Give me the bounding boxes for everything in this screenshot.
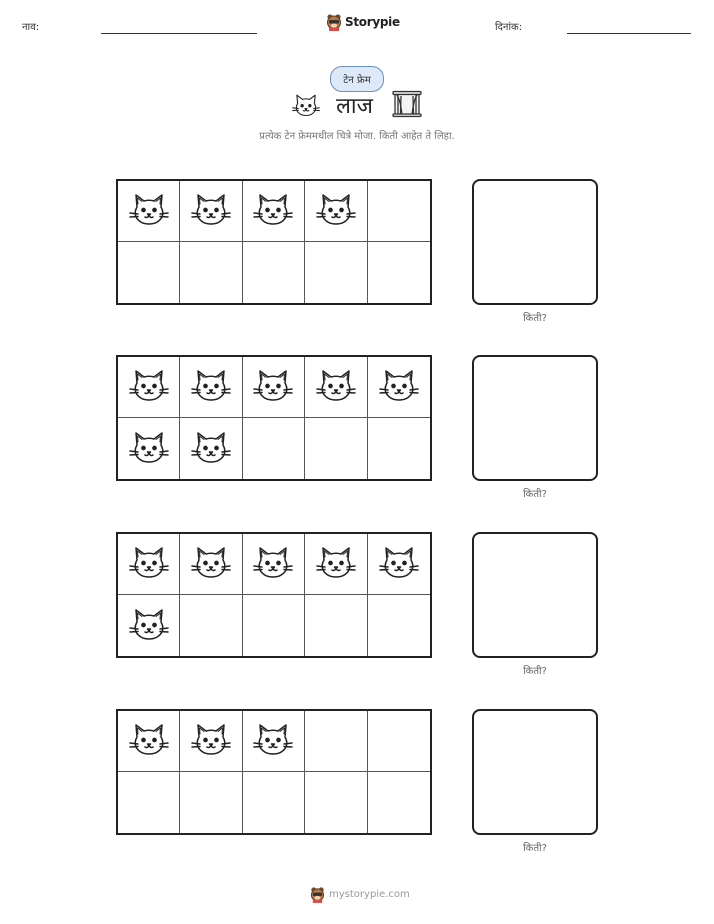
ten-frame-cell xyxy=(243,357,305,418)
cat-face-icon xyxy=(292,93,320,121)
ten-frame-cell xyxy=(180,711,242,772)
ten-frame-cell xyxy=(368,534,430,595)
footer xyxy=(310,886,410,903)
cat-face-icon xyxy=(379,545,419,583)
ten-frame-cell xyxy=(180,534,242,595)
ten-frame-cell xyxy=(305,242,367,303)
ten-frame-cell xyxy=(118,595,180,656)
ten-frame-cell xyxy=(180,242,242,303)
cat-face-icon xyxy=(253,722,293,760)
cat-face-icon xyxy=(191,430,231,468)
answer-label: किती? xyxy=(523,843,547,854)
ten-frame-cell xyxy=(118,534,180,595)
name-line[interactable] xyxy=(101,33,257,34)
ten-frame xyxy=(116,179,432,305)
cat-face-icon xyxy=(253,545,293,583)
answer-label: किती? xyxy=(523,489,547,500)
ten-frame-cell xyxy=(118,711,180,772)
cat-face-icon xyxy=(253,192,293,230)
cat-face-icon xyxy=(191,192,231,230)
answer-box[interactable] xyxy=(472,709,598,835)
brand-name: Storypie xyxy=(345,15,400,29)
ten-frame-cell xyxy=(118,772,180,833)
storypie-logo-icon xyxy=(310,886,325,903)
ten-frame-cell xyxy=(305,711,367,772)
ten-frame-cell xyxy=(118,357,180,418)
ten-frame-cell xyxy=(243,181,305,242)
cat-face-icon xyxy=(191,368,231,406)
ten-frame-cell xyxy=(118,418,180,479)
cat-face-icon xyxy=(253,368,293,406)
ten-frame-cell xyxy=(305,181,367,242)
ten-frame-cell xyxy=(305,357,367,418)
cat-face-icon xyxy=(316,192,356,230)
instructions: प्रत्येक टेन फ्रेममधील चित्रे मोजा. किती आहेत ते लिहा. xyxy=(259,131,455,142)
cat-face-icon xyxy=(129,192,169,230)
ten-frame-cell xyxy=(305,534,367,595)
ten-frame-cell xyxy=(118,181,180,242)
cat-face-icon xyxy=(129,430,169,468)
ten-frame-cell xyxy=(243,595,305,656)
cat-face-icon xyxy=(191,722,231,760)
answer-label: किती? xyxy=(523,666,547,677)
ten-frame-cell xyxy=(368,711,430,772)
cat-face-icon xyxy=(316,368,356,406)
ten-frame-cell xyxy=(368,357,430,418)
storypie-logo-icon xyxy=(326,13,342,31)
ten-frame-cell xyxy=(118,242,180,303)
ten-frame-cell xyxy=(243,711,305,772)
name-label: नाव: xyxy=(22,22,40,33)
ten-frame-cell xyxy=(243,242,305,303)
cat-face-icon xyxy=(379,368,419,406)
ten-frame-cell xyxy=(180,181,242,242)
ten-frame-cell xyxy=(180,357,242,418)
ten-frame-cell xyxy=(305,772,367,833)
worksheet-title: लाज xyxy=(336,94,373,119)
ten-frame-cell xyxy=(180,418,242,479)
cat-face-icon xyxy=(316,545,356,583)
cat-face-icon xyxy=(129,722,169,760)
brand xyxy=(326,13,400,31)
topic-pill-label: टेन फ्रेम xyxy=(343,75,371,86)
cat-face-icon xyxy=(129,607,169,645)
answer-box[interactable] xyxy=(472,532,598,658)
ten-frame-cell xyxy=(305,595,367,656)
ten-frame xyxy=(116,709,432,835)
ten-frame-cell xyxy=(243,418,305,479)
ten-frame-cell xyxy=(243,772,305,833)
ten-frame-cell xyxy=(368,772,430,833)
cat-face-icon xyxy=(129,368,169,406)
answer-box[interactable] xyxy=(472,355,598,481)
ten-frame xyxy=(116,355,432,481)
ten-frame-cell xyxy=(368,418,430,479)
curtain-icon xyxy=(392,90,422,122)
ten-frame-cell xyxy=(305,418,367,479)
answer-label: किती? xyxy=(523,313,547,324)
answer-box[interactable] xyxy=(472,179,598,305)
ten-frame-cell xyxy=(368,181,430,242)
topic-pill xyxy=(330,66,384,92)
date-line[interactable] xyxy=(567,33,691,34)
cat-face-icon xyxy=(191,545,231,583)
ten-frame-cell xyxy=(180,595,242,656)
ten-frame-cell xyxy=(243,534,305,595)
footer-url: mystorypie.com xyxy=(329,889,410,900)
ten-frame-cell xyxy=(368,595,430,656)
date-label: दिनांक: xyxy=(495,22,523,33)
cat-face-icon xyxy=(129,545,169,583)
ten-frame-cell xyxy=(368,242,430,303)
ten-frame xyxy=(116,532,432,658)
ten-frame-cell xyxy=(180,772,242,833)
